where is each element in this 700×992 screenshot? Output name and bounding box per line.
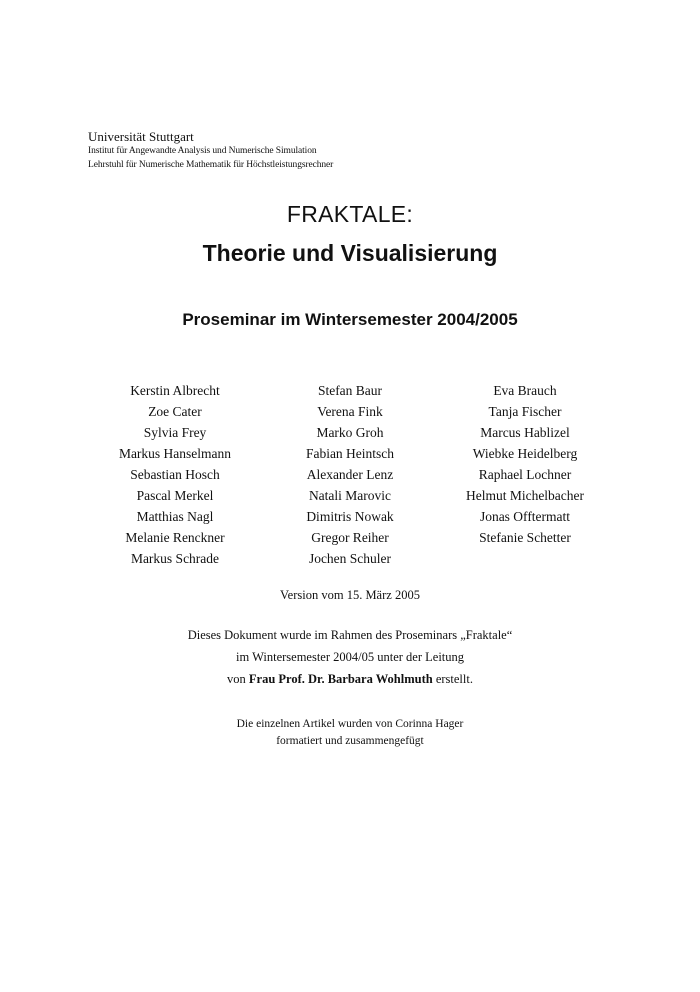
author-name: Marko Groh bbox=[316, 425, 384, 440]
author-list bbox=[0, 380, 700, 569]
author-name: Verena Fink bbox=[317, 404, 383, 419]
note-line-1: Dieses Dokument wurde im Rahmen des Proseminars „Fraktale“ bbox=[187, 628, 513, 642]
title-line-2: Theorie und Visualisierung bbox=[202, 240, 498, 266]
university-name: Universität Stuttgart bbox=[88, 129, 194, 144]
author-name: Dimitris Nowak bbox=[306, 509, 394, 524]
compilation-note bbox=[0, 716, 700, 750]
author-column-3 bbox=[438, 380, 613, 569]
note-line-3-suffix: erstellt. bbox=[432, 672, 473, 686]
compiled-line-1: Die einzelnen Artikel wurden von Corinna Hager bbox=[236, 718, 464, 730]
author-name: Sylvia Frey bbox=[143, 425, 207, 440]
note-line-3 bbox=[0, 668, 700, 690]
author-name: Tanja Fischer bbox=[488, 404, 562, 419]
author-name: Pascal Merkel bbox=[136, 488, 214, 503]
author-name: Stefanie Schetter bbox=[479, 530, 571, 545]
author-name: Raphael Lochner bbox=[478, 467, 572, 482]
author-name: Gregor Reiher bbox=[311, 530, 389, 545]
author-name: Jochen Schuler bbox=[308, 551, 392, 566]
compiled-line-2: formatiert und zusammengefügt bbox=[276, 735, 424, 747]
seminar-subtitle: Proseminar im Wintersemester 2004/2005 bbox=[182, 310, 518, 329]
author-name: Matthias Nagl bbox=[136, 509, 214, 524]
author-name: Alexander Lenz bbox=[306, 467, 394, 482]
author-name: Fabian Heintsch bbox=[305, 446, 395, 461]
author-name: Eva Brauch bbox=[493, 383, 557, 398]
title-line-1: FRAKTALE: bbox=[286, 201, 414, 227]
supervisor-name: Frau Prof. Dr. Barbara Wohlmuth bbox=[248, 672, 433, 686]
institution-block bbox=[88, 130, 333, 174]
version-date: Version vom 15. März 2005 bbox=[280, 588, 420, 602]
author-name: Melanie Renckner bbox=[125, 530, 225, 545]
author-name: Helmut Michelbacher bbox=[465, 488, 585, 503]
author-name: Zoe Cater bbox=[148, 404, 202, 419]
author-name: Jonas Offtermatt bbox=[479, 509, 571, 524]
chair-name: Lehrstuhl für Numerische Mathematik für Höchstleistungsrechner bbox=[88, 159, 334, 170]
author-name: Natali Marovic bbox=[308, 488, 392, 503]
creation-note bbox=[0, 624, 700, 690]
author-name: Stefan Baur bbox=[317, 383, 383, 398]
author-column-2 bbox=[263, 380, 438, 569]
institute-name: Institut für Angewandte Analysis und Numerische Simulation bbox=[88, 146, 317, 156]
author-column-1 bbox=[88, 380, 263, 569]
author-name: Kerstin Albrecht bbox=[130, 383, 220, 398]
author-name: Markus Hanselmann bbox=[118, 446, 232, 461]
note-line-3-prefix: von bbox=[227, 672, 249, 686]
author-name: Wiebke Heidelberg bbox=[472, 446, 578, 461]
author-name: Sebastian Hosch bbox=[130, 467, 220, 482]
author-name: Marcus Hablizel bbox=[480, 425, 570, 440]
author-name: Markus Schrade bbox=[130, 551, 220, 566]
note-line-2: im Wintersemester 2004/05 unter der Leitung bbox=[235, 650, 465, 664]
